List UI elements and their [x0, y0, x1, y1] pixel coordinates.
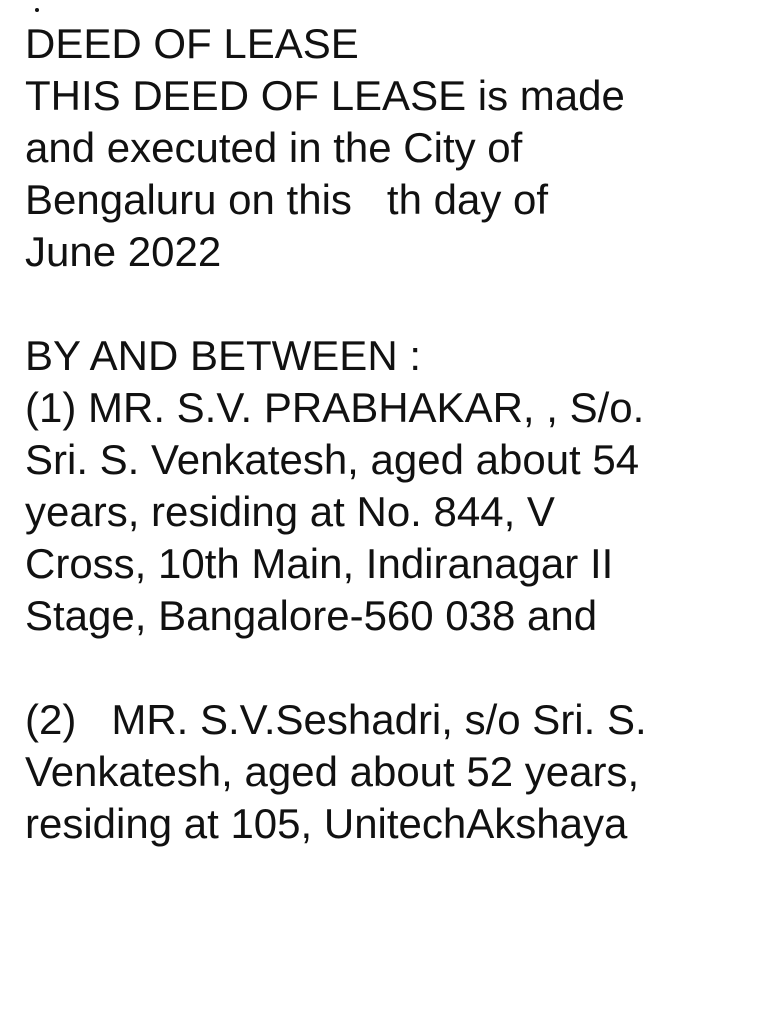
intro-line-2: and executed in the City of — [25, 124, 523, 171]
document-title: DEED OF LEASE — [25, 20, 359, 67]
parties-heading: BY AND BETWEEN : — [25, 332, 421, 379]
party1-line-2: Sri. S. Venkatesh, aged about 54 — [25, 436, 640, 483]
deed-body — [25, 18, 760, 850]
intro-line-3: Bengaluru on this th day of — [25, 176, 549, 223]
intro-line-1: THIS DEED OF LEASE is made — [25, 72, 625, 119]
paragraph-spacer — [25, 278, 760, 330]
party2-line-3: residing at 105, UnitechAkshaya — [25, 800, 628, 847]
party2-line-2: Venkatesh, aged about 52 years, — [25, 748, 640, 795]
stray-dot-mark — [35, 8, 39, 12]
party1-line-3: years, residing at No. 844, V — [25, 488, 555, 535]
paragraph-spacer — [25, 642, 760, 694]
party1-line-4: Cross, 10th Main, Indiranagar II — [25, 540, 614, 587]
party1-line-5: Stage, Bangalore-560 038 and — [25, 592, 598, 639]
intro-line-4: June 2022 — [25, 228, 222, 275]
party1-line-1: (1) MR. S.V. PRABHAKAR, , S/o. — [25, 384, 645, 431]
party2-line-1: (2) MR. S.V.Seshadri, s/o Sri. S. — [25, 696, 647, 743]
